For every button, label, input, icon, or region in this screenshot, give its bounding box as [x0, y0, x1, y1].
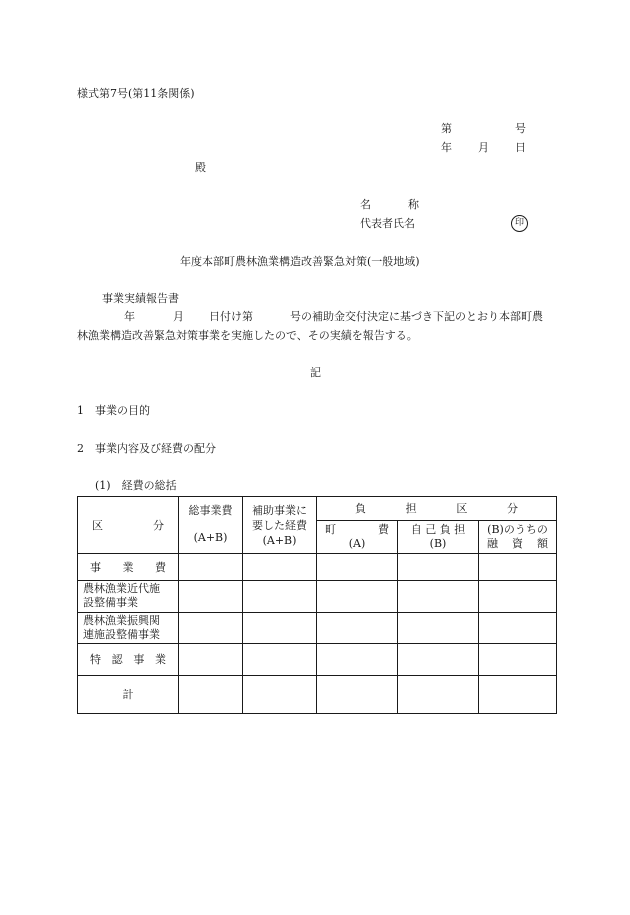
- date-month: 月: [478, 141, 489, 154]
- body-day-dai: 日付け第: [209, 310, 253, 323]
- subsection-1-heading: (1) 経費の総括: [95, 479, 177, 492]
- cell-empty[interactable]: [317, 581, 398, 612]
- body-line-1: [0, 311, 630, 325]
- cell-empty[interactable]: [398, 612, 479, 643]
- ki-heading: 記: [310, 366, 321, 379]
- header-total-cost-sub: (A+B): [193, 531, 228, 544]
- header-burden-char4: 分: [507, 502, 519, 516]
- header-subsidized-cost: [243, 497, 317, 554]
- cell-empty[interactable]: [179, 612, 243, 643]
- cell-empty[interactable]: [479, 675, 557, 713]
- header-subsidized-sub: (A+B): [262, 534, 297, 547]
- seal-mark: [511, 215, 528, 232]
- header-burden-char3: 区: [456, 502, 468, 516]
- section-1-heading: 1 事業の目的: [77, 404, 150, 417]
- date-year: 年: [441, 141, 452, 154]
- header-loan-char2: 資: [512, 537, 523, 551]
- cell-empty[interactable]: [398, 581, 479, 612]
- seal-char: 印: [514, 218, 524, 228]
- row-label-kindai: [78, 581, 179, 612]
- header-loan-amount: [479, 521, 557, 554]
- document-number-go: 号: [515, 122, 526, 135]
- name-label-char2: 称: [408, 198, 419, 211]
- table-header-row-1: [78, 497, 557, 521]
- row-shinkou-line1: 農林漁業振興関: [83, 613, 160, 627]
- header-loan-char1: 融: [487, 537, 498, 551]
- row-tokunin-char3: 事: [133, 652, 145, 666]
- cell-empty[interactable]: [243, 581, 317, 612]
- cell-empty[interactable]: [243, 612, 317, 643]
- cell-empty[interactable]: [179, 581, 243, 612]
- cell-empty[interactable]: [479, 554, 557, 581]
- header-loan-line1: (B)のうちの: [487, 523, 548, 537]
- body-month: 月: [173, 310, 184, 323]
- row-jigyouhi-char2: 業: [122, 560, 134, 574]
- body-line-2: 林漁業構造改善緊急対策事業を実施したので、その実績を報告する。: [77, 329, 418, 342]
- header-subsidized-line2: 要した経費: [252, 519, 307, 532]
- header-total-cost-label: 総事業費: [188, 504, 233, 517]
- header-town-cost: [317, 521, 398, 554]
- document-title: 年度本部町農林漁業構造改善緊急対策(一般地域): [180, 255, 420, 268]
- row-label-shinkou: [78, 612, 179, 643]
- row-jigyouhi-char1: 事: [90, 560, 101, 574]
- header-town-char2: 費: [378, 523, 389, 537]
- date-day: 日: [515, 141, 526, 154]
- header-burden-char2: 担: [405, 502, 417, 516]
- row-label-total: 計: [78, 675, 179, 713]
- header-kubun-char2: 分: [153, 518, 164, 532]
- cell-empty[interactable]: [243, 675, 317, 713]
- header-loan-char3: 額: [537, 537, 548, 551]
- header-total-cost: [179, 497, 243, 554]
- document-date: [441, 142, 526, 153]
- cell-empty[interactable]: [479, 643, 557, 675]
- representative-name-label: 代表者氏名: [360, 217, 415, 230]
- cell-empty[interactable]: [317, 643, 398, 675]
- header-self-label: 自 己 負 担: [410, 523, 466, 537]
- document-number-dai: 第: [441, 122, 452, 135]
- header-kubun-char1: 区: [92, 518, 103, 532]
- header-burden-char1: 負: [355, 502, 366, 516]
- form-number: 様式第7号(第11条関係): [77, 87, 195, 100]
- table-row: [78, 643, 557, 675]
- row-kindai-line1: 農林漁業近代施: [83, 582, 160, 596]
- cell-empty[interactable]: [317, 675, 398, 713]
- header-self-sub: (B): [429, 537, 447, 551]
- row-tokunin-char1: 特: [90, 652, 101, 666]
- row-label-tokunin: [78, 643, 179, 675]
- cell-empty[interactable]: [398, 675, 479, 713]
- header-subsidized-line1: 補助事業に: [252, 504, 307, 517]
- applicant-name-label: [360, 199, 419, 210]
- table-row: [78, 675, 557, 713]
- table-row: [78, 612, 557, 643]
- header-burden: [317, 497, 557, 521]
- row-kindai-line2: 設整備事業: [83, 596, 138, 610]
- cell-empty[interactable]: [317, 612, 398, 643]
- cell-empty[interactable]: [179, 643, 243, 675]
- section-2-heading: 2 事業内容及び経費の配分: [77, 442, 216, 455]
- name-label-char1: 名: [360, 198, 371, 211]
- header-self-burden: [398, 521, 479, 554]
- header-town-sub: (A): [348, 537, 366, 551]
- body-year: 年: [124, 310, 135, 323]
- header-kubun: [78, 497, 179, 554]
- table-row: [78, 554, 557, 581]
- row-shinkou-line2: 連施設整備事業: [83, 627, 160, 641]
- cell-empty[interactable]: [243, 643, 317, 675]
- expense-summary-table: [77, 496, 557, 714]
- cell-empty[interactable]: [179, 554, 243, 581]
- report-label: 事業実績報告書: [102, 292, 179, 305]
- cell-empty[interactable]: [398, 554, 479, 581]
- row-jigyouhi-char3: 費: [155, 560, 166, 574]
- cell-empty[interactable]: [179, 675, 243, 713]
- cell-empty[interactable]: [243, 554, 317, 581]
- row-tokunin-char2: 認: [111, 652, 123, 666]
- table-row: [78, 581, 557, 612]
- document-number: [441, 123, 526, 134]
- addressee-suffix: 殿: [195, 161, 206, 174]
- header-town-char1: 町: [325, 523, 336, 537]
- cell-empty[interactable]: [398, 643, 479, 675]
- cell-empty[interactable]: [479, 612, 557, 643]
- row-tokunin-char4: 業: [154, 652, 166, 666]
- cell-empty[interactable]: [317, 554, 398, 581]
- row-label-jigyouhi: [78, 554, 179, 581]
- body-text-continued: 号の補助金交付決定に基づき下記のとおり本部町農: [290, 310, 543, 323]
- cell-empty[interactable]: [479, 581, 557, 612]
